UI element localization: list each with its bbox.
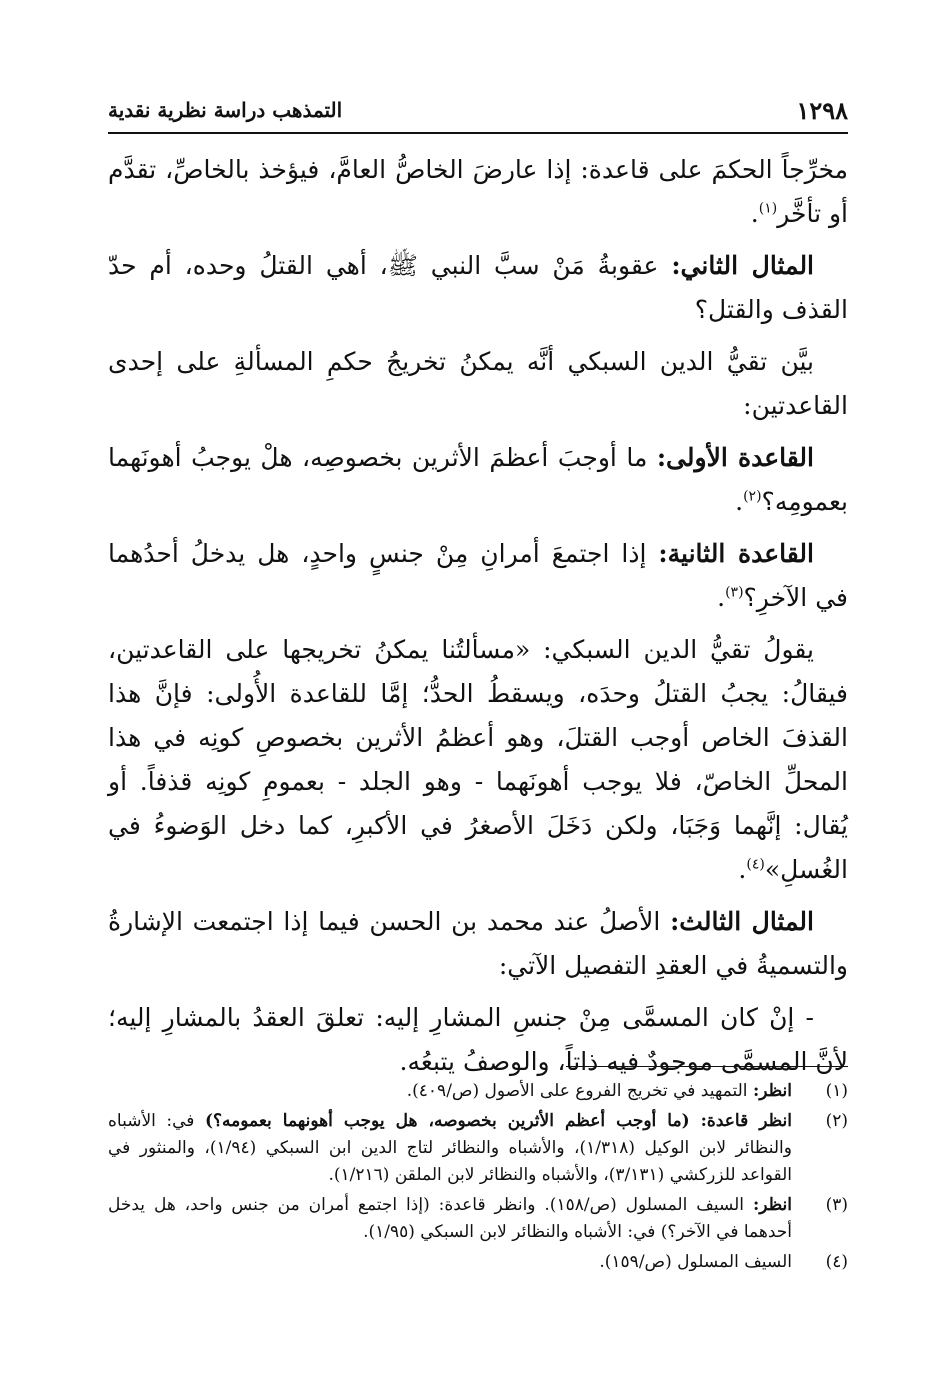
footnote-lead: انظر: xyxy=(752,1081,792,1101)
footnote-number: (٢) xyxy=(825,1111,848,1131)
paragraph-1-text: مخرِّجاً الحكمَ على قاعدة: إذا عارضَ الخاصُّ العامَّ، فيؤخذ بالخاصِّ، تقدَّم أو تأخَّر xyxy=(108,155,848,228)
example-three-label: المثال الثالث: xyxy=(670,907,814,936)
example-two-label: المثال الثاني: xyxy=(671,251,815,280)
footnote-lead: انظر قاعدة: (ما أوجب أعظم الأثرين بخصوصه، هل يوجب أهونهما بعمومه؟) xyxy=(204,1111,792,1131)
subki-quote: يقولُ تقيُّ الدين السبكي: «مسألتُنا يمكنُ تخريجها على القاعدتين، فيقالُ: يجبُ القتلُ وحدَه، ويسقطُ الحدُّ؛ إمَّا للقاعدة الأُولى: فإنَّ هذا القذفَ الخاص أوجب القتلَ، وهو أعظمُ الأثرين بخصوصِ كونِه في هذا المحلِّ الخاصّ، فلا يوجب أهونَهما - وهو الجلد - بعمومِ كونِه قذفاً. أو يُقال: إنَّهما وَجَبَا، ولكن دَخَلَ الأصغرُ في الأكبرِ، كما دخل الوَضوءُ في الغُسلِ»$^{(٤)}$. xyxy=(108,635,848,884)
rule-one-text: ما أوجبَ أعظمَ الأثرين بخصوصِه، هلْ يوجبُ أهونَهما بعمومِه؟ xyxy=(108,443,848,516)
paragraph-8 xyxy=(108,996,848,1084)
footnote-3 xyxy=(108,1192,848,1246)
footnote-1 xyxy=(108,1078,848,1105)
rule-two-label: القاعدة الثانية: xyxy=(658,539,814,568)
footnote-number: (٤) xyxy=(825,1252,848,1272)
page-number: ١٢٩٨ xyxy=(796,96,848,125)
running-title: التمذهب دراسة نظرية نقدية xyxy=(108,98,343,122)
paragraph-8-text: - إنْ كان المسمَّى مِنْ جنسِ المشارِ إليه: تعلقَ العقدُ بالمشارِ إليه؛ لأنَّ المسمَّى موجودٌ فيه ذاتاً، والوصفُ يتبعُه. xyxy=(108,1003,848,1076)
example-two xyxy=(108,244,848,332)
main-text xyxy=(108,148,848,1092)
footnote-ref-4: (٤) xyxy=(746,856,765,873)
paragraph-3 xyxy=(108,340,848,428)
footnote-text: السيف المسلول (ص/١٥٨). وانظر قاعدة: (إذا اجتمع أمران من جنس واحد، هل يدخل أحدهما في الآخر؟) في: الأشباه والنظائر لابن السبكي (١/٩٥). xyxy=(108,1195,792,1242)
footnote-2 xyxy=(108,1108,848,1189)
example-two-text: عقوبةُ مَنْ سبَّ النبي ﷺ، أهي القتلُ وحده، أم حدّ القذف والقتل؟ xyxy=(108,251,848,324)
rule-one-label: القاعدة الأولى: xyxy=(656,443,814,472)
footnote-text: في: الأشباه والنظائر لابن الوكيل (١/٣١٨)، والأشباه والنظائر لتاج الدين ابن السبكي (١/٩٤)، والمنثور في القواعد للزركشي (٣/١٣١)، والأشباه والنظائر لابن الملقن (١/٢١٦). xyxy=(108,1111,792,1185)
paragraph-1: مخرِّجاً الحكمَ على قاعدة: إذا عارضَ الخاصُّ العامَّ، فيؤخذ بالخاصِّ، تقدَّم أو تأخَّر$^{(١)}$. xyxy=(108,155,848,228)
paragraph-3-text: بيَّن تقيُّ الدين السبكي أنَّه يمكنُ تخريجُ حكمِ المسألةِ على إحدى القاعدتين: xyxy=(108,347,848,420)
footnote-lead: انظر: xyxy=(752,1195,792,1215)
footnote-text: السيف المسلول (ص/١٥٩). xyxy=(599,1252,792,1272)
footnote-text: التمهيد في تخريج الفروع على الأصول (ص/٤٠٩). xyxy=(406,1081,748,1101)
example-three-text: الأصلُ عند محمد بن الحسن فيما إذا اجتمعت الإشارةُ والتسميةُ في العقدِ التفصيل الآتي: xyxy=(108,907,848,980)
rule-one: القاعدة الأولى: ما أوجبَ أعظمَ الأثرين بخصوصِه، هلْ يوجبُ أهونَهما بعمومِه؟$^{(٢)}$. xyxy=(108,443,848,516)
example-three xyxy=(108,900,848,988)
rule-two-text: إذا اجتمعَ أمرانِ مِنْ جنسٍ واحدٍ، هل يدخلُ أحدُهما في الآخرِ؟ xyxy=(108,539,848,612)
rule-two: القاعدة الثانية: إذا اجتمعَ أمرانِ مِنْ جنسٍ واحدٍ، هل يدخلُ أحدُهما في الآخرِ؟$^{(٣)}$. xyxy=(108,539,848,612)
footnote-divider xyxy=(566,1066,848,1067)
footnotes xyxy=(108,1078,848,1279)
footnote-4 xyxy=(108,1249,848,1276)
subki-quote-text: يقولُ تقيُّ الدين السبكي: «مسألتُنا يمكنُ تخريجها على القاعدتين، فيقالُ: يجبُ القتلُ وحدَه، ويسقطُ الحدُّ؛ إمَّا للقاعدة الأُولى: فإنَّ هذا القذفَ الخاص أوجب القتلَ، وهو أعظمُ الأثرين بخصوصِ كونِه في هذا المحلِّ الخاصّ، فلا يوجب أهونَهما - وهو الجلد - بعمومِ كونِه قذفاً. أو يُقال: إنَّهما وَجَبَا، ولكن دَخَلَ الأصغرُ في الأكبرِ، كما دخل الوَضوءُ في الغُسلِ» xyxy=(108,635,848,884)
footnote-ref-1: (١) xyxy=(758,200,778,217)
footnote-ref-3: (٣) xyxy=(725,584,744,601)
footnote-number: (١) xyxy=(825,1081,848,1101)
page-header xyxy=(108,92,848,134)
footnote-ref-2: (٢) xyxy=(743,488,762,505)
footnote-number: (٣) xyxy=(825,1195,848,1215)
